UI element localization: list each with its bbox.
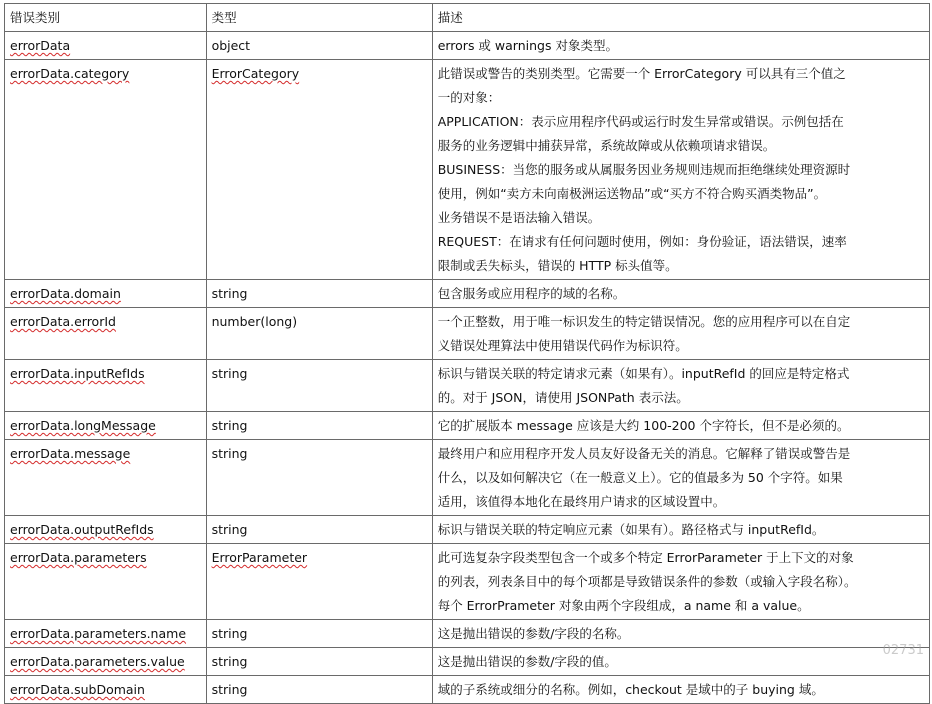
- description-line: errors 或 warnings 对象类型。: [437, 38, 618, 53]
- table-row: [5, 280, 930, 308]
- field-name-cell: [5, 440, 207, 516]
- field-name: errorData.message: [10, 446, 131, 461]
- table-row: [5, 544, 930, 620]
- description-line: BUSINESS：当您的服务或从属服务因业务规则违规而拒绝继续处理资源时: [437, 162, 851, 177]
- table-header-row: [5, 4, 930, 32]
- field-name-cell: [5, 60, 207, 280]
- field-description-cell: [432, 440, 929, 516]
- field-description-cell: [432, 412, 929, 440]
- field-type-cell: [206, 360, 432, 412]
- description-line: 最终用户和应用程序开发人员友好设备无关的消息。它解释了错误或警告是: [437, 446, 851, 461]
- description-line: 服务的业务逻辑中捕获异常，系统故障或从依赖项请求错误。: [437, 138, 776, 153]
- field-type: string: [211, 626, 248, 641]
- table-row: [5, 516, 930, 544]
- table-row: [5, 360, 930, 412]
- field-type: string: [211, 366, 248, 381]
- header-type: 类型: [206, 4, 432, 32]
- table-row: [5, 32, 930, 60]
- field-name-cell: [5, 544, 207, 620]
- description-line: 使用，例如“卖方未向南极洲运送物品”或“买方不符合购买酒类物品”。: [437, 186, 827, 201]
- field-description-cell: [432, 544, 929, 620]
- field-name: errorData.inputRefIds: [10, 366, 145, 381]
- field-name-cell: [5, 308, 207, 360]
- description-line: 一个正整数，用于唯一标识发生的特定错误情况。您的应用程序可以在自定: [437, 314, 851, 329]
- field-description-cell: [432, 676, 929, 704]
- field-description-cell: [432, 648, 929, 676]
- description-line: 包含服务或应用程序的域的名称。: [437, 286, 626, 301]
- field-type-cell: [206, 676, 432, 704]
- field-type: string: [211, 418, 248, 433]
- header-description: 描述: [432, 4, 929, 32]
- description-line: APPLICATION：表示应用程序代码或运行时发生异常或错误。示例包括在: [437, 114, 844, 129]
- field-type-cell: [206, 440, 432, 516]
- field-name: errorData.parameters.name: [10, 626, 187, 641]
- table-row: [5, 676, 930, 704]
- field-type-cell: [206, 280, 432, 308]
- field-name: errorData.parameters.value: [10, 654, 185, 669]
- field-type-cell: [206, 544, 432, 620]
- field-type: number(long): [211, 314, 298, 329]
- field-name: errorData.category: [10, 66, 130, 81]
- field-description-cell: [432, 280, 929, 308]
- field-name: errorData: [10, 38, 71, 53]
- description-line: 标识与错误关联的特定请求元素（如果有）。inputRefId 的回应是特定格式: [437, 366, 850, 381]
- table-row: [5, 440, 930, 516]
- description-line: 每个 ErrorPrameter 对象由两个字段组成，a name 和 a value。: [437, 598, 810, 613]
- description-line: 义错误处理算法中使用错误代码作为标识符。: [437, 338, 688, 353]
- error-fields-table: [4, 3, 930, 704]
- field-description-cell: [432, 360, 929, 412]
- field-type: string: [211, 286, 248, 301]
- description-line: 什么，以及如何解决它（在一般意义上）。它的值最多为 50 个字符。如果: [437, 470, 843, 485]
- field-type-cell: [206, 516, 432, 544]
- table-row: [5, 412, 930, 440]
- field-type: string: [211, 522, 248, 537]
- field-type: string: [211, 682, 248, 697]
- field-name-cell: [5, 32, 207, 60]
- field-description-cell: [432, 60, 929, 280]
- description-line: 它的扩展版本 message 应该是大约 100-200 个字符长，但不是必须的。: [437, 418, 850, 433]
- field-name-cell: [5, 516, 207, 544]
- field-type: ErrorCategory: [211, 66, 300, 81]
- field-name: errorData.domain: [10, 286, 121, 301]
- field-type: string: [211, 446, 248, 461]
- field-name: errorData.outputRefIds: [10, 522, 154, 537]
- description-line: 此错误或警告的类别类型。它需要一个 ErrorCategory 可以具有三个值之: [437, 66, 846, 81]
- watermark-text: 02731: [882, 643, 924, 658]
- field-type-cell: [206, 620, 432, 648]
- field-type: ErrorParameter: [211, 550, 308, 565]
- table-row: [5, 620, 930, 648]
- description-line: 的列表，列表条目中的每个项都是导致错误条件的参数（或输入字段名称）。: [437, 574, 857, 589]
- field-name-cell: [5, 620, 207, 648]
- description-line: 此可选复杂字段类型包含一个或多个特定 ErrorParameter 于上下文的对象: [437, 550, 854, 565]
- field-type-cell: [206, 412, 432, 440]
- description-line: 业务错误不是语法输入错误。: [437, 210, 601, 225]
- field-type: object: [211, 38, 251, 53]
- description-line: 一的对象：: [437, 90, 501, 105]
- field-name: errorData.errorId: [10, 314, 116, 329]
- field-description-cell: [432, 32, 929, 60]
- description-line: 适用，该值得本地化在最终用户请求的区域设置中。: [437, 494, 726, 509]
- field-type-cell: [206, 60, 432, 280]
- field-description-cell: [432, 516, 929, 544]
- field-type: string: [211, 654, 248, 669]
- description-line: 的。对于 JSON，请使用 JSONPath 表示法。: [437, 390, 689, 405]
- table-row: [5, 308, 930, 360]
- field-name-cell: [5, 412, 207, 440]
- field-name: errorData.subDomain: [10, 682, 145, 697]
- description-line: 这是抛出错误的参数/字段的名称。: [437, 626, 630, 641]
- description-line: 限制或丢失标头，错误的 HTTP 标头值等。: [437, 258, 678, 273]
- description-line: 域的子系统或细分的名称。例如，checkout 是域中的子 buying 域。: [437, 682, 824, 697]
- field-type-cell: [206, 648, 432, 676]
- field-description-cell: [432, 308, 929, 360]
- field-description-cell: [432, 620, 929, 648]
- field-name-cell: [5, 280, 207, 308]
- description-line: 标识与错误关联的特定响应元素（如果有）。路径格式与 inputRefId。: [437, 522, 825, 537]
- table-row: [5, 60, 930, 280]
- header-error-category: 错误类别: [5, 4, 207, 32]
- field-type-cell: [206, 32, 432, 60]
- field-name: errorData.longMessage: [10, 418, 156, 433]
- field-name-cell: [5, 360, 207, 412]
- description-line: REQUEST：在请求有任何问题时使用，例如：身份验证，语法错误，速率: [437, 234, 847, 249]
- field-name: errorData.parameters: [10, 550, 147, 565]
- field-type-cell: [206, 308, 432, 360]
- table-row: [5, 648, 930, 676]
- field-name-cell: [5, 676, 207, 704]
- field-name-cell: [5, 648, 207, 676]
- description-line: 这是抛出错误的参数/字段的值。: [437, 654, 617, 669]
- table-body: [5, 32, 930, 704]
